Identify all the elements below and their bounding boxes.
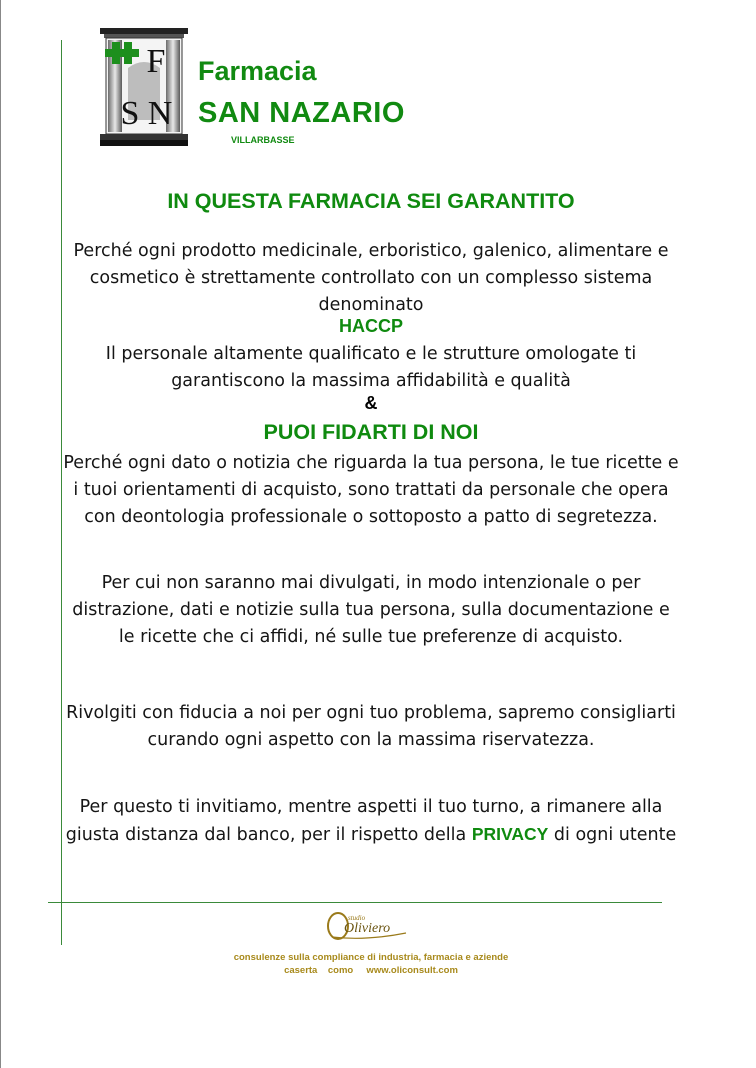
pharmacy-logo (100, 28, 188, 146)
page-edge (0, 0, 1, 1068)
brand-name: SAN NAZARIO (198, 97, 405, 129)
paragraph-staff: Il personale altamente qualificato e le strutture omologate ti garantiscono la massima affidabilità e qualità (105, 344, 637, 391)
brand-farmacia: Farmacia (198, 56, 317, 86)
privacy-word: PRIVACY (471, 824, 549, 844)
paragraph-confidence: Rivolgiti con fiducia a noi per ogni tuo problema, sapremo consigliarti curando ogni aspetto con la massima riservatezza. (66, 703, 676, 750)
trust-heading: PUOI FIDARTI DI NOI (263, 420, 479, 444)
page-title: IN QUESTA FARMACIA SEI GARANTITO (167, 189, 575, 213)
footer-tagline: consulenze sulla compliance di industria, farmacia e aziende (233, 952, 509, 963)
footer-locations: caserta como www.oliconsult.com (284, 965, 458, 976)
logo-letter-s: S (120, 95, 140, 132)
logo-letter-n: N (147, 95, 173, 132)
ampersand: & (364, 393, 378, 413)
oliviero-logo-studio: studio (348, 914, 366, 922)
oliviero-logo-name: Oliviero (344, 921, 391, 936)
haccp-label: HACCP (338, 316, 403, 336)
privacy-sentence-end: di ogni utente (553, 825, 677, 845)
paragraph-data-protection: Perché ogni dato o notizia che riguarda la tua persona, le tue ricette e i tuoi orientamenti di acquisto, sono trattati da personale che opera con deontologia professionale o sottoposto a patto di segretezza. (63, 453, 679, 527)
paragraph-no-disclosure: Per cui non saranno mai divulgati, in modo intenzionale o per distrazione, dati e notizie sulla tua persona, sulla documentazione e le ricette che ci affidi, né sulle tue preferenze di acquisto. (72, 573, 670, 647)
paragraph-products: Perché ogni prodotto medicinale, erboristico, galenico, alimentare e cosmetico è strettamente controllato con un complesso sistema denominato (73, 241, 669, 315)
paragraph-privacy-distance (62, 794, 680, 849)
logo-letter-f: F (146, 43, 166, 80)
oliviero-logo (326, 911, 410, 941)
brand-town: VILLARBASSE (231, 135, 295, 145)
privacy-sentence-start: Per questo ti invitiamo, mentre aspetti il tuo turno, a rimanere alla giusta distanza dal banco, per il rispetto della (65, 797, 663, 845)
bottom-horizontal-rule (48, 902, 662, 903)
